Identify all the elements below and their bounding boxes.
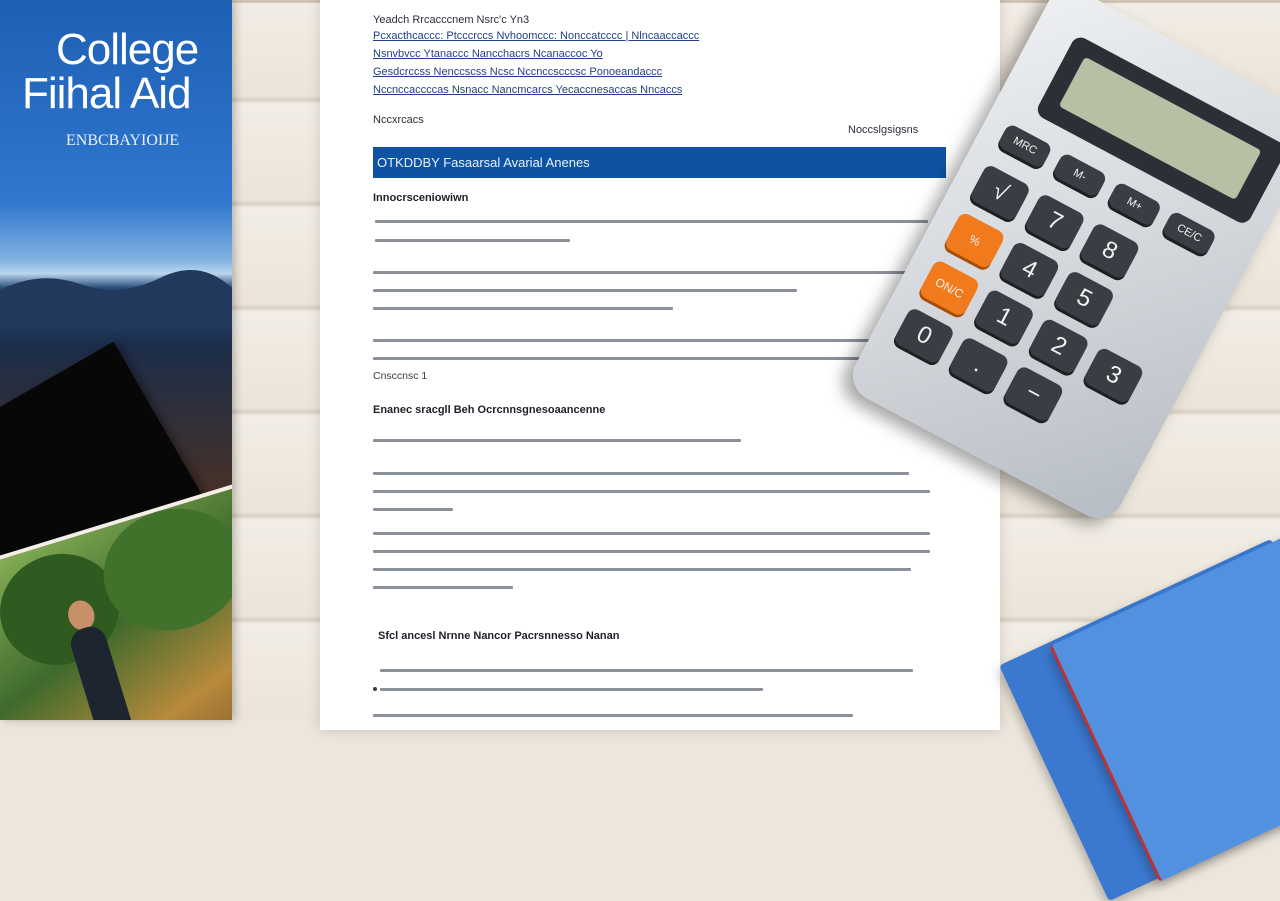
text-line xyxy=(380,688,763,691)
salutation: Nccxrcacs xyxy=(373,114,424,126)
text-line xyxy=(373,339,880,342)
key-4[interactable]: 4 xyxy=(998,240,1061,299)
college-brochure xyxy=(0,0,232,720)
section-heading: Enanec sracgll Beh Ocrcnnsgnesoaancenne xyxy=(373,404,606,416)
key-mrc[interactable]: MRC xyxy=(997,123,1053,169)
bullet-dot xyxy=(373,687,377,691)
text-line xyxy=(375,239,570,242)
text-line xyxy=(373,550,930,553)
text-line xyxy=(373,714,853,717)
key-decimal[interactable]: . xyxy=(947,336,1010,395)
text-line xyxy=(373,508,453,511)
text-line xyxy=(373,357,936,360)
section-heading: Innocrsceniowiwn xyxy=(373,192,469,204)
text-line xyxy=(373,532,930,535)
header-line: Yeadch Rrcacccnem Nsrc'c Yn3 xyxy=(373,14,530,26)
key-ce[interactable]: CE/C xyxy=(1161,210,1217,256)
key-minus[interactable]: − xyxy=(1002,365,1065,424)
header-line[interactable]: Gesdcrccss Nenccscss Ncsc Nccnccscccsc Ponoeandaccc xyxy=(373,66,663,78)
section-heading: Sfcl ancesl Nrnne Nancor Pacrsnnesso Nanan xyxy=(378,630,620,642)
brochure-title xyxy=(22,25,222,118)
key-2[interactable]: 2 xyxy=(1027,317,1090,376)
header-line[interactable]: Pcxacthcaccc: Ptcccrccs Nvhoomccc: Nonccatcccc | Nlncaaccaccc xyxy=(373,30,700,42)
letter-date: Noccslgsigsns xyxy=(848,124,919,136)
mountain-silhouette xyxy=(0,270,232,330)
text-line xyxy=(375,220,928,223)
key-8[interactable]: 8 xyxy=(1078,222,1141,281)
text-line xyxy=(373,271,919,274)
key-0[interactable]: 0 xyxy=(893,306,956,365)
brochure-title-line2: Fiihal Aid xyxy=(22,69,191,118)
key-percent[interactable]: % xyxy=(943,211,1006,270)
text-line xyxy=(373,586,513,589)
header-line[interactable]: Nsnvbvcc Ytanaccc Nancchacrs Ncanaccoc Yo xyxy=(373,48,603,60)
text-line xyxy=(373,490,930,493)
header-line[interactable]: Nccnccaccccas Nsnacc Nancmcarcs Yecaccnesaccas Nncaccs xyxy=(373,84,683,96)
text-line xyxy=(373,472,909,475)
key-7[interactable]: 7 xyxy=(1023,192,1086,251)
text-line xyxy=(373,289,797,292)
key-m-minus[interactable]: M- xyxy=(1052,152,1108,198)
letter-banner xyxy=(373,147,946,178)
key-sqrt[interactable]: √ xyxy=(969,163,1032,222)
brochure-title-line1: College xyxy=(56,25,199,74)
text-line xyxy=(373,439,741,442)
key-on-clear[interactable]: ON/C xyxy=(918,259,981,318)
text-line xyxy=(373,307,673,310)
banner-title: OTKDDBY Fasaarsal Avarial Anenes xyxy=(377,155,590,170)
text-line xyxy=(380,669,913,672)
closing-fragment: Cnsccnsc 1 xyxy=(373,370,428,382)
brochure-subtitle: ENBCBAYIOIJE xyxy=(66,132,180,149)
text-line xyxy=(373,568,911,571)
key-m-plus[interactable]: M+ xyxy=(1106,181,1162,227)
key-5[interactable]: 5 xyxy=(1053,269,1116,328)
key-3[interactable]: 3 xyxy=(1082,346,1145,405)
key-1[interactable]: 1 xyxy=(973,288,1036,347)
